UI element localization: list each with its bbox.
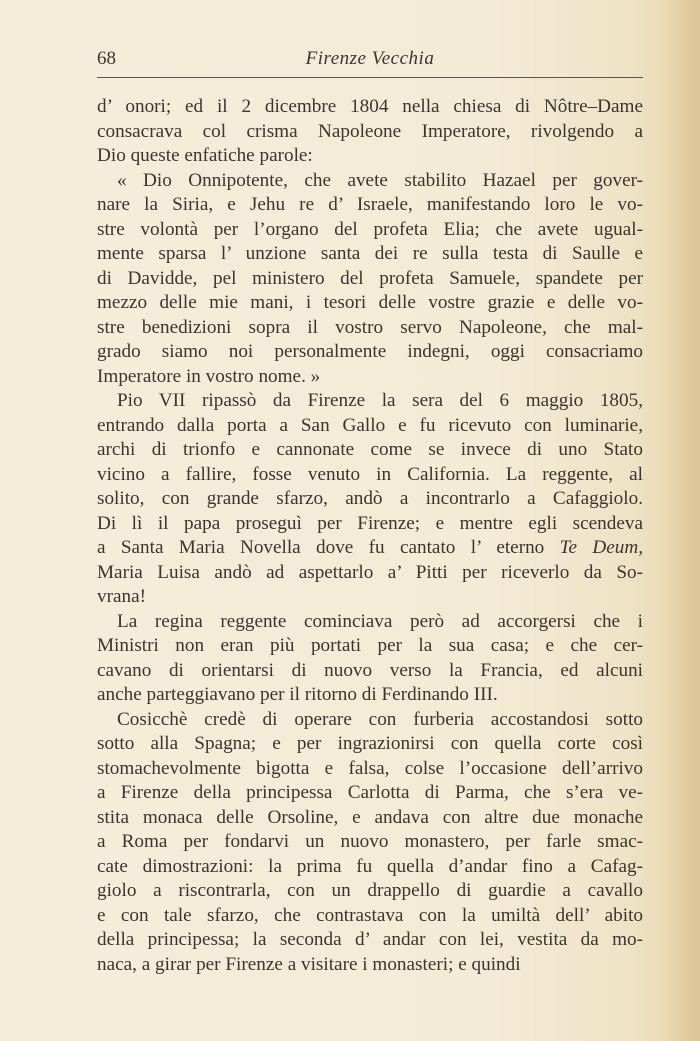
text-line	[97, 316, 643, 341]
text-segment: stre benedizioni sopra il vostro servo Napoleone, che mal-	[97, 316, 643, 338]
text-segment: grado siamo noi personalmente indegni, oggi consacriamo	[97, 341, 643, 362]
text-line	[97, 732, 643, 757]
text-line	[97, 487, 643, 512]
text-segment: « Dio Onnipotente, che avete stabilito Hazael per gover-	[117, 169, 643, 191]
text-line	[97, 830, 643, 855]
text-line	[97, 169, 643, 194]
text-segment: nare la Siria, e Jehu re d’ Israele, manifestando loro le vo-	[97, 194, 643, 215]
paragraph	[97, 169, 643, 390]
text-segment: cate dimostrazioni: la prima fu quella d’andar fino a Cafag-	[97, 855, 643, 877]
text-segment: vicino a fallire, fosse venuto in California. La reggente, al	[97, 463, 643, 485]
paragraph	[97, 610, 643, 708]
text-line	[97, 928, 643, 953]
text-segment: a Roma per fondarvi un nuovo monastero, per farle smac-	[97, 831, 643, 852]
text-segment: giolo a riscontrarla, con un drappello di guardie a cavallo	[97, 880, 643, 901]
text-segment: Pio VII ripassò da Firenze la sera del 6 maggio 1805,	[117, 390, 643, 411]
text-line	[97, 879, 643, 904]
paragraph	[97, 95, 643, 169]
text-line	[97, 953, 643, 978]
text-segment: Dio queste enfatiche parole:	[97, 145, 313, 166]
italic-text: Te Deum,	[559, 537, 643, 558]
text-line	[97, 365, 643, 390]
text-segment: Maria Luisa andò ad aspettarlo a’ Pitti per riceverlo da So-	[97, 561, 643, 583]
text-segment: a Firenze della principessa Carlotta di Parma, che s’era ve-	[97, 782, 643, 803]
text-segment: consacrava col crisma Napoleone Imperatore, rivolgendo a	[97, 120, 643, 142]
text-segment: sotto alla Spagna; e per ingrazionirsi con quella corte così	[97, 733, 643, 754]
text-line	[97, 904, 643, 929]
text-segment: vrana!	[97, 586, 146, 607]
body-text	[97, 95, 643, 977]
text-line	[97, 757, 643, 782]
paragraph	[97, 389, 643, 610]
text-line	[97, 389, 643, 414]
text-segment: cavano di orientarsi di nuovo verso la Francia, ed alcuni	[97, 659, 643, 681]
text-segment: Ministri non eran più portati per la sua casa; e che cer-	[97, 635, 643, 656]
text-line	[97, 438, 643, 463]
text-line	[97, 340, 643, 365]
text-line	[97, 463, 643, 488]
text-segment: della principessa; la seconda d’ andar con lei, vestita da mo-	[97, 929, 643, 950]
text-segment: La regina reggente cominciava però ad accorgersi che i	[117, 610, 643, 632]
text-line	[97, 683, 643, 708]
text-segment: e con tale sfarzo, che contrastava con la umiltà dell’ abito	[97, 904, 643, 926]
text-segment: anche parteggiavano per il ritorno di Ferdinando III.	[97, 684, 498, 705]
text-line	[97, 659, 643, 684]
text-line	[97, 144, 643, 169]
text-line	[97, 218, 643, 243]
text-line	[97, 634, 643, 659]
text-segment: entrando dalla porta a San Gallo e fu ricevuto con luminarie,	[97, 414, 643, 436]
text-line	[97, 193, 643, 218]
text-line	[97, 610, 643, 635]
paragraph	[97, 708, 643, 978]
text-segment: solito, con grande sfarzo, andò a incontrarlo a Cafaggiolo.	[97, 488, 643, 509]
text-segment: d’ onori; ed il 2 dicembre 1804 nella chiesa di Nôtre–Dame	[97, 96, 643, 117]
text-segment: Di lì il papa proseguì per Firenze; e mentre egli scendeva	[97, 512, 643, 534]
text-line	[97, 242, 643, 267]
text-line	[97, 414, 643, 439]
text-line	[97, 561, 643, 586]
text-segment: di Davidde, pel ministero del profeta Samuele, spandete per	[97, 267, 643, 289]
text-line	[97, 781, 643, 806]
text-segment: mente sparsa l’ unzione santa dei re sulla testa di Saulle e	[97, 243, 643, 264]
header-rule	[97, 77, 643, 78]
text-segment: a Santa Maria Novella dove fu cantato l’ eterno	[97, 537, 560, 558]
text-segment: stre volontà per l’organo del profeta Elia; che avete ugual-	[97, 218, 643, 240]
page-header	[97, 44, 643, 76]
text-line	[97, 855, 643, 880]
page-edge-shadow	[664, 0, 700, 1041]
text-segment: stomachevolmente bigotta e falsa, colse l’occasione dell’arrivo	[97, 757, 643, 779]
page-number: 68	[97, 48, 116, 69]
text-line	[97, 708, 643, 733]
text-line	[97, 120, 643, 145]
text-segment: naca, a girar per Firenze a visitare i monasteri; e quindi	[97, 953, 521, 975]
text-segment: stita monaca delle Orsoline, e andava con altre due monache	[97, 806, 643, 828]
text-segment: mezzo delle mie mani, i tesori delle vostre grazie e delle vo-	[97, 292, 643, 313]
text-line	[97, 585, 643, 610]
text-line	[97, 806, 643, 831]
text-segment: Imperatore in vostro nome. »	[97, 365, 321, 387]
running-title: Firenze Vecchia	[305, 48, 435, 69]
text-line	[97, 267, 643, 292]
text-segment: archi di trionfo e cannonate come se invece di uno Stato	[97, 439, 643, 460]
text-segment: Cosicchè credè di operare con furberia accostandosi sotto	[117, 708, 643, 730]
text-line	[97, 536, 643, 561]
text-line	[97, 512, 643, 537]
text-line	[97, 95, 643, 120]
text-line	[97, 291, 643, 316]
